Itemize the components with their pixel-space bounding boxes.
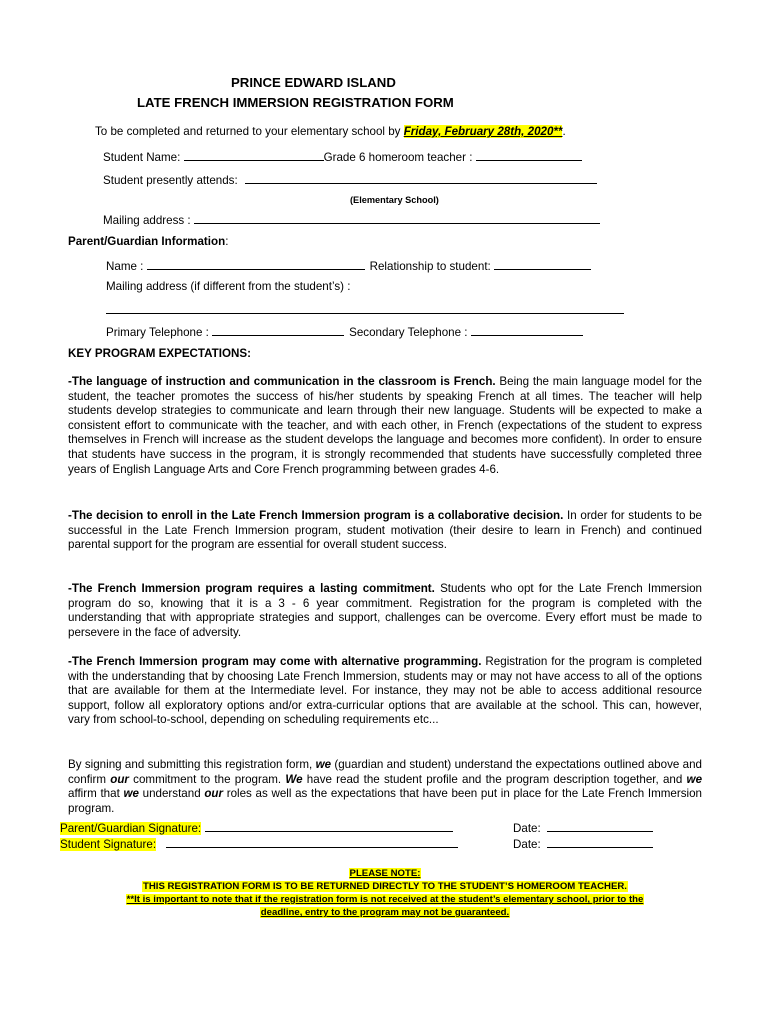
parent-name-label: Name : <box>106 260 147 273</box>
parent-date-label: Date: <box>513 822 541 835</box>
intro-line <box>95 125 566 139</box>
form-title-line1: PRINCE EDWARD ISLAND <box>231 75 396 90</box>
agreement-text-g: roles as well as the expectations that have been put in place for the Late French Immersion program. <box>68 787 702 815</box>
agreement-text-d: have read the student profile and the program description together, and <box>302 772 687 786</box>
please-note-block <box>60 867 710 919</box>
primary-phone-field[interactable] <box>212 324 344 336</box>
presently-attends-row <box>103 172 597 188</box>
please-note-heading: PLEASE NOTE: <box>349 868 421 879</box>
agreement-we-1: we <box>315 758 332 771</box>
presently-attends-label: Student presently attends: <box>103 174 241 187</box>
mailing-address-row <box>103 212 600 228</box>
expectation-language-text: Being the main language model for the student, the teacher promotes the success of his/her students by speaking French at all times. The teacher will help students develop strategies to communicate and learn through their new language. Students will be expected to make a consistent effort to communicate with the teacher, and with each other, in French (expectations of the student to express themselves in French will increase as the student develops the language and becomes more confident). In order to ensure that students have success in the program, it is strongly recommended that students have successfully completed three years of English Language Arts and Core French programming between grades 4-6. <box>68 375 702 476</box>
agreement-we-2: We <box>285 772 303 786</box>
grade6-teacher-label: Grade 6 homeroom teacher : <box>323 151 476 164</box>
key-expectations-heading: KEY PROGRAM EXPECTATIONS: <box>68 347 251 360</box>
notice-line-3: deadline, entry to the program may not be guaranteed. <box>260 907 510 918</box>
expectation-commitment-text: Students who opt for the Late French Immersion program do so, knowing that it is a 3 - 6 year commitment. Registration for the program is completed with the understanding that with appropriate strategies and support, challenges can be overcome. Every effort must be made to persevere in the face of adversity. <box>68 582 703 639</box>
mailing-address-label: Mailing address : <box>103 214 194 227</box>
agreement-we-4: we <box>123 787 139 801</box>
parent-heading: Parent/Guardian Information <box>68 235 226 248</box>
intro-end: . <box>562 125 566 138</box>
parent-name-field[interactable] <box>147 258 365 270</box>
expectation-decision-title: -The decision to enroll in the Late French Immersion program is a collaborative decision. <box>68 509 564 522</box>
phone-row <box>106 324 583 340</box>
notice-line-1: THIS REGISTRATION FORM IS TO BE RETURNED DIRECTLY TO THE STUDENT’S HOMEROOM TEACHER. <box>143 881 627 892</box>
agreement-text-a: By signing and submitting this registration form, <box>68 758 316 771</box>
expectation-decision <box>68 509 702 553</box>
expectation-commitment-title: -The French Immersion program requires a lasting commitment. <box>68 582 435 595</box>
parent-signature-field[interactable] <box>205 820 453 832</box>
relationship-field[interactable] <box>494 258 591 270</box>
expectation-decision-text: In order for students to be successful in the Late French Immersion program, student motivation (their desire to learn in French) and continued parental support for the program are essential for overall student success. <box>68 509 703 552</box>
expectation-language <box>68 375 702 477</box>
presently-attends-field[interactable] <box>245 172 597 184</box>
parent-heading-colon: : <box>225 235 229 248</box>
agreement-text-e: affirm that <box>68 787 124 801</box>
agreement-paragraph <box>68 758 702 816</box>
expectation-language-title: -The language of instruction and communication in the classroom is French. <box>68 375 496 388</box>
agreement-text-c: commitment to the program. <box>128 772 286 786</box>
parent-signature-row <box>60 820 453 836</box>
parent-date-field[interactable] <box>547 820 653 832</box>
parent-signature-label: Parent/Guardian Signature: <box>60 822 202 835</box>
student-name-field[interactable] <box>184 149 324 161</box>
parent-mailing-field[interactable] <box>106 313 624 314</box>
student-signature-field[interactable] <box>166 836 458 848</box>
agreement-our-2: our <box>204 787 224 801</box>
secondary-phone-label: Secondary Telephone : <box>349 326 471 339</box>
student-signature-label: Student Signature: <box>60 838 157 851</box>
intro-text: To be completed and returned to your elementary school by <box>95 125 404 138</box>
expectation-alternative-title: -The French Immersion program may come with alternative programming. <box>68 655 482 668</box>
student-date-row <box>513 836 653 852</box>
form-title-line2: LATE FRENCH IMMERSION REGISTRATION FORM <box>137 95 454 110</box>
expectation-alternative-text: Registration for the program is completed with the understanding that by choosing Late French Immersion, students may or may not have access to all of the options that are available for them at the Intermediate level. For instance, they may not be able to access additional resource support, follow all exploratory options and/or extra-curricular options that are available at the school. This can, however, vary from school-to-school, depending on scheduling requirements etc... <box>68 655 702 727</box>
student-name-row <box>103 149 582 165</box>
notice-line-2: **It is important to note that if the registration form is not received at the student’s elementary school, prior to the <box>126 894 644 905</box>
parent-mailing-label: Mailing address (if different from the student’s) : <box>106 280 351 293</box>
expectation-alternative <box>68 655 702 728</box>
parent-name-row <box>106 258 591 274</box>
student-name-label: Student Name: <box>103 151 184 164</box>
student-date-field[interactable] <box>547 836 653 848</box>
parent-date-row <box>513 820 653 836</box>
student-date-label: Date: <box>513 838 541 851</box>
secondary-phone-field[interactable] <box>471 324 583 336</box>
agreement-we-3: we <box>686 772 703 786</box>
agreement-text-f: understand <box>138 787 205 801</box>
mailing-address-field[interactable] <box>194 212 600 224</box>
primary-phone-label: Primary Telephone : <box>106 326 213 339</box>
agreement-text-b: (guardian and student) understand the expectations outlined above and confirm <box>68 758 702 786</box>
agreement-our-1: our <box>110 772 129 786</box>
student-signature-row <box>60 836 458 852</box>
relationship-label: Relationship to student: <box>369 260 494 273</box>
intro-deadline: Friday, February 28th, 2020** <box>403 125 563 138</box>
expectation-commitment <box>68 582 702 640</box>
elementary-school-caption: (Elementary School) <box>350 195 439 205</box>
parent-heading-row <box>68 235 228 249</box>
grade6-teacher-field[interactable] <box>476 149 582 161</box>
